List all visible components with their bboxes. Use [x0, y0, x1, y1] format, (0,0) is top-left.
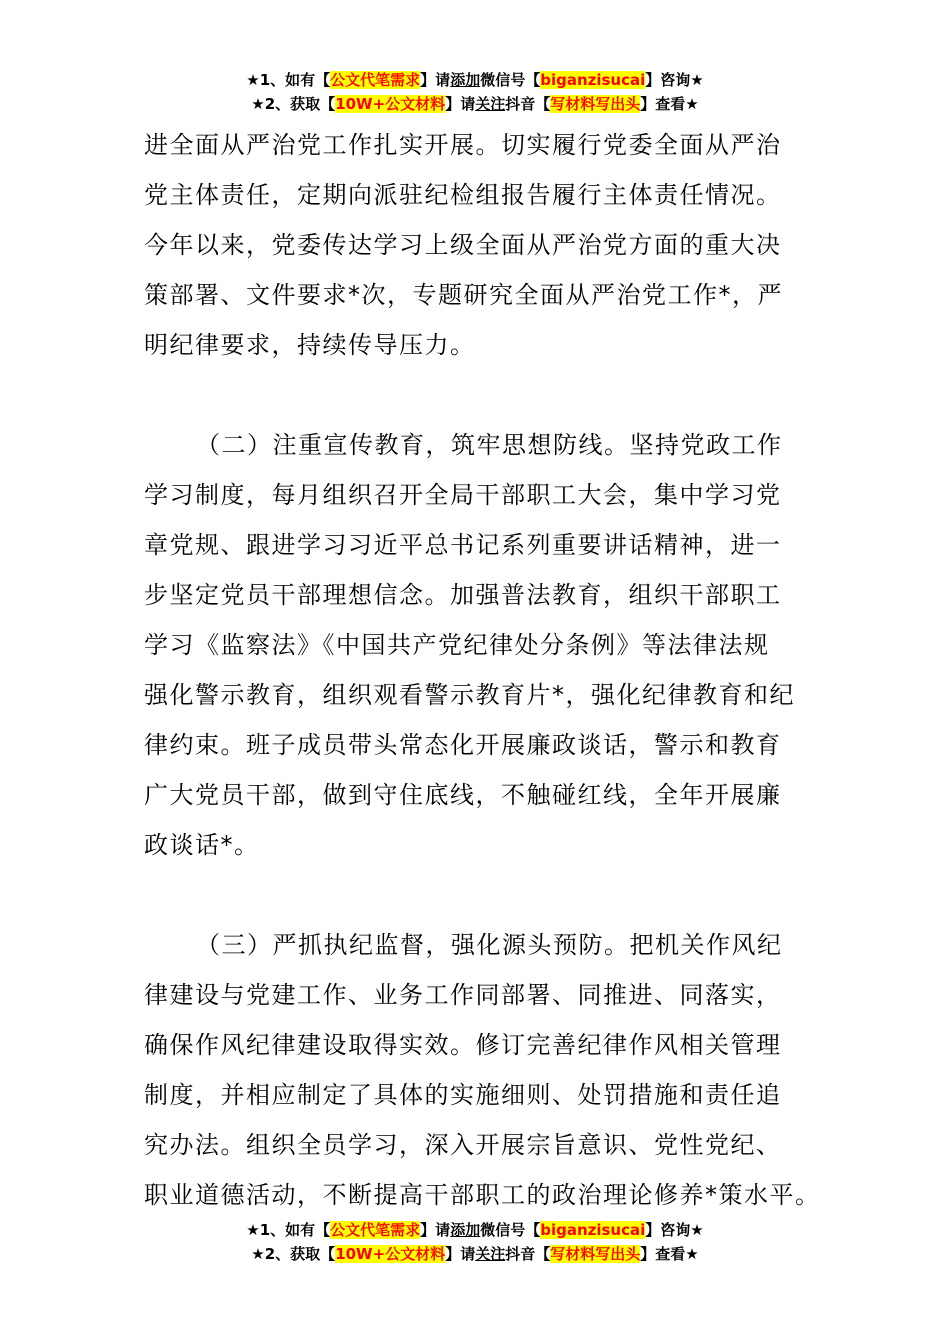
text-line: 明纪律要求，持续传导压力。 [144, 331, 476, 359]
banner-text: 】请 [445, 95, 476, 113]
text-line: 政谈话*。 [144, 831, 260, 859]
banner-text: 】查看★ [640, 1245, 699, 1263]
banner-underlined: 添加 [450, 1221, 481, 1239]
text-line: 确保作风纪律建设取得实效。修订完善纪律作风相关管理 [144, 1031, 782, 1059]
text-line: 职业道德活动，不断提高干部职工的政治理论修养*策水平。 [144, 1181, 821, 1209]
paragraph-gap [144, 370, 812, 420]
banner-highlight: 写材料写出头 [550, 1245, 641, 1263]
text-line: 今年以来，党委传达学习上级全面从严治党方面的重大决 [144, 231, 782, 259]
banner-text: ★2、获取【 [251, 95, 336, 113]
text-line: 进全面从严治党工作扎实开展。切实履行党委全面从严治 [144, 131, 782, 159]
banner-underlined: 关注 [475, 1245, 506, 1263]
paragraph-2 [144, 420, 812, 870]
text-line: 究办法。组织全员学习，深入开展宗旨意识、党性党纪、 [144, 1131, 782, 1159]
banner-text: 】咨询★ [645, 1221, 704, 1239]
banner-highlight: 10W+公文材料 [335, 1245, 446, 1263]
text-line: 学习制度，每月组织召开全局干部职工大会，集中学习党 [144, 481, 782, 509]
banner-highlight: 10W+公文材料 [335, 95, 446, 113]
text-line: （三）严抓执纪监督，强化源头预防。把机关作风纪 [196, 931, 783, 959]
banner-text: 抖音【 [505, 95, 551, 113]
banner-highlight: biganzisucai [540, 71, 646, 89]
text-line: 章党规、跟进学习习近平总书记系列重要讲话精神，进一 [144, 531, 782, 559]
header-banner [0, 68, 950, 116]
banner-text: 微信号【 [480, 71, 541, 89]
footer-banner [0, 1218, 950, 1266]
banner-line-2 [0, 92, 950, 116]
banner-text: 】请 [420, 1221, 451, 1239]
banner-line-1 [0, 1218, 950, 1242]
banner-text: 微信号【 [480, 1221, 541, 1239]
document-body [144, 120, 821, 1220]
text-line: 广大党员干部，做到守住底线，不触碰红线，全年开展廉 [144, 781, 782, 809]
banner-text: 抖音【 [505, 1245, 551, 1263]
text-line: 制度，并相应制定了具体的实施细则、处罚措施和责任追 [144, 1081, 782, 1109]
text-line: 强化警示教育，组织观看警示教育片*，强化纪律教育和纪 [144, 681, 795, 709]
text-line: 律建设与党建工作、业务工作同部署、同推进、同落实， [144, 981, 782, 1009]
paragraph-gap [144, 870, 812, 920]
banner-highlight: biganzisucai [540, 1221, 646, 1239]
paragraph-3 [144, 920, 821, 1220]
banner-underlined: 关注 [475, 95, 506, 113]
banner-underlined: 添加 [450, 71, 481, 89]
banner-text: 】请 [420, 71, 451, 89]
banner-text: ★2、获取【 [251, 1245, 336, 1263]
banner-text: ★1、如有【 [246, 71, 331, 89]
text-line: 律约束。班子成员带头常态化开展廉政谈话，警示和教育 [144, 731, 782, 759]
banner-text: 】查看★ [640, 95, 699, 113]
banner-highlight: 公文代笔需求 [330, 1221, 421, 1239]
text-line: 策部署、文件要求*次，专题研究全面从严治党工作*，严 [144, 281, 783, 309]
banner-highlight: 写材料写出头 [550, 95, 641, 113]
text-line: 步坚定党员干部理想信念。加强普法教育，组织干部职工 [144, 581, 782, 609]
text-line: （二）注重宣传教育，筑牢思想防线。坚持党政工作 [196, 431, 783, 459]
banner-text: ★1、如有【 [246, 1221, 331, 1239]
paragraph-1 [144, 120, 812, 370]
banner-highlight: 公文代笔需求 [330, 71, 421, 89]
banner-line-1 [0, 68, 950, 92]
text-line: 党主体责任，定期向派驻纪检组报告履行主体责任情况。 [144, 181, 782, 209]
banner-line-2 [0, 1242, 950, 1266]
banner-text: 】咨询★ [645, 71, 704, 89]
text-line: 学习《监察法》《中国共产党纪律处分条例》等法律法规 [144, 631, 770, 659]
banner-text: 】请 [445, 1245, 476, 1263]
